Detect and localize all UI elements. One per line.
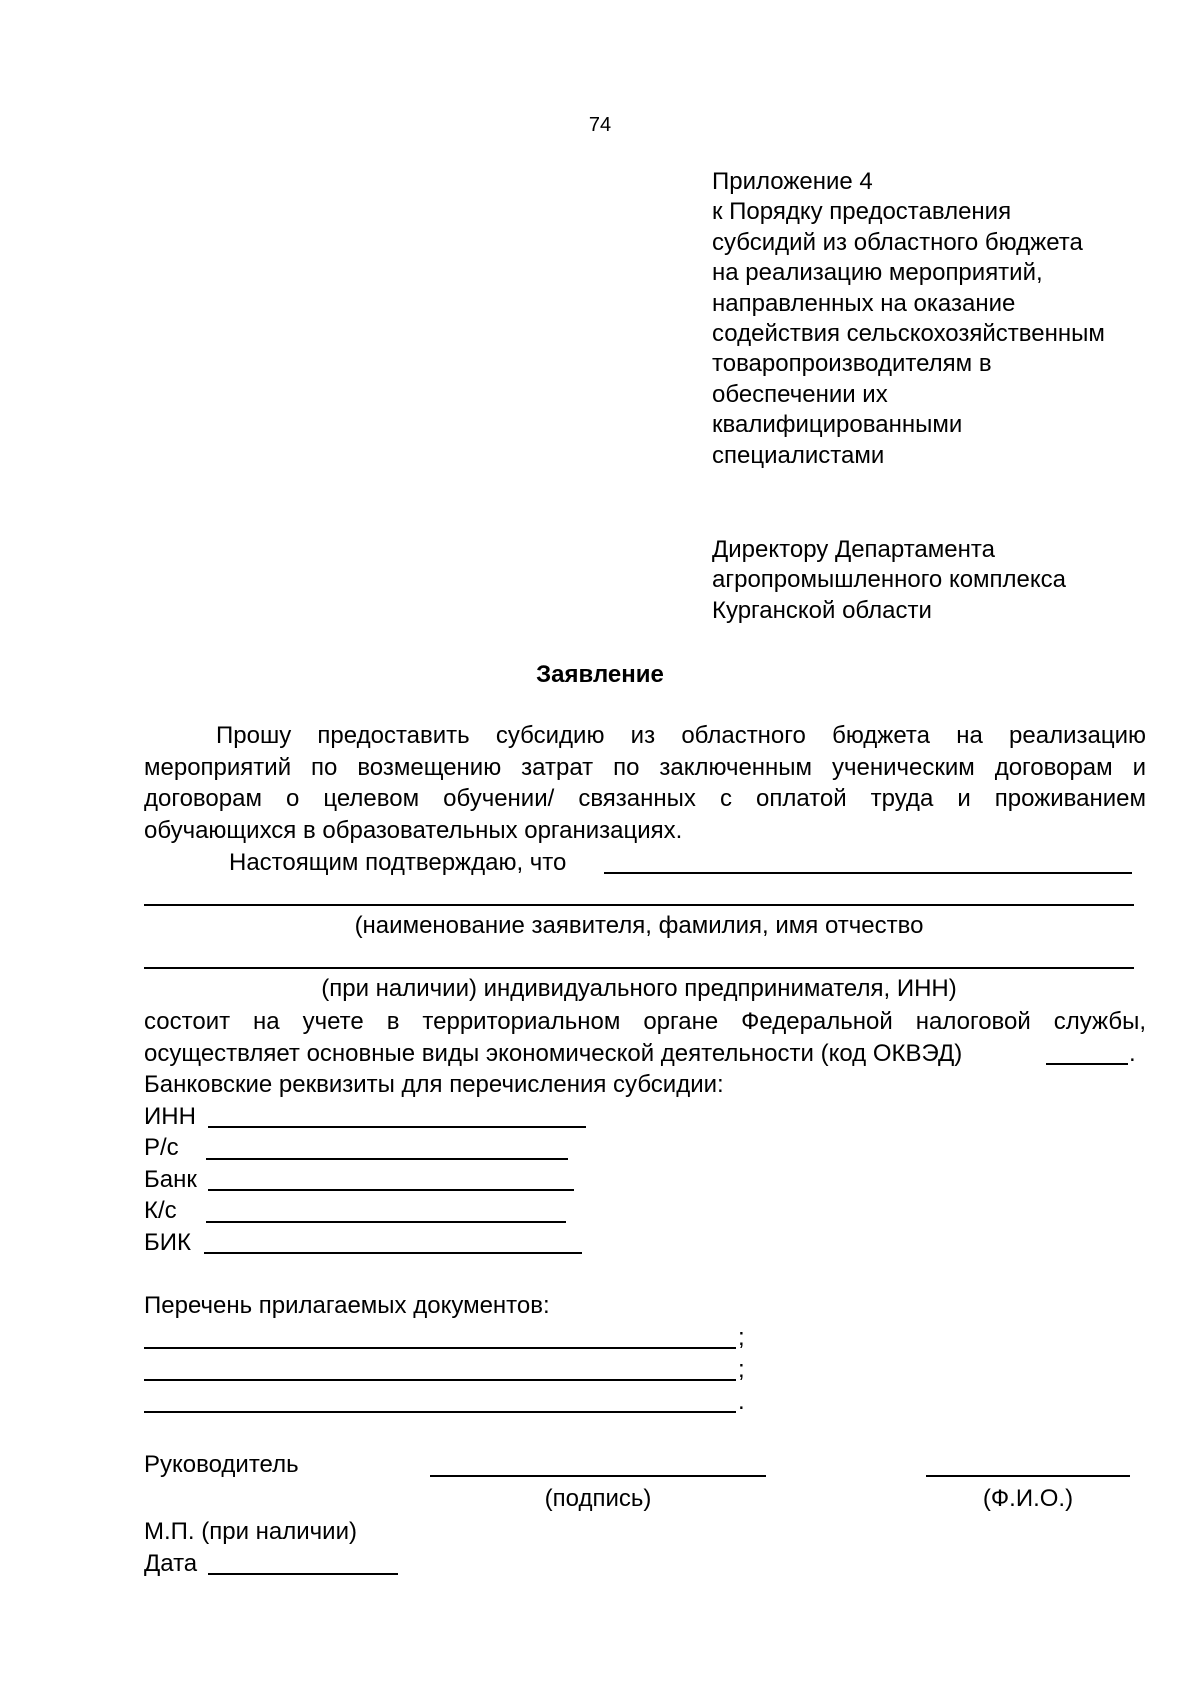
- appendix-line: товаропроизводителям в: [712, 350, 992, 378]
- bank-field[interactable]: [208, 1189, 574, 1191]
- okved-line: осуществляет основные виды экономической деятельности (код ОКВЭД): [144, 1039, 963, 1067]
- date-field[interactable]: [208, 1573, 398, 1575]
- appendix-line: обеспечении их: [712, 380, 888, 408]
- signature-field[interactable]: [430, 1475, 766, 1477]
- request-paragraph-line: Прошу предоставить субсидию из областного бюджета на реализацию: [216, 722, 1146, 749]
- addressee-line: Курганской области: [712, 596, 932, 624]
- appendix-line: направленных на оказание: [712, 289, 1016, 317]
- request-paragraph-line: договорам о целевом обучении/ связанных с оплатой труда и проживанием: [144, 785, 1146, 812]
- signatory-role: Руководитель: [144, 1451, 299, 1478]
- addressee-line: Директору Департамента: [712, 536, 995, 563]
- applicant-name-field-2[interactable]: [144, 904, 1134, 906]
- tax-registration-line: состоит на учете в территориальном органе Федеральной налоговой службы,: [144, 1008, 1146, 1035]
- bik-field[interactable]: [204, 1252, 582, 1254]
- signature-caption: (подпись): [544, 1485, 652, 1512]
- appendix-line: специалистами: [712, 441, 885, 469]
- inn-field[interactable]: [208, 1126, 586, 1128]
- document-title: Заявление: [536, 661, 664, 688]
- bik-label: БИК: [144, 1228, 191, 1256]
- appendix-line: к Порядку предоставления: [712, 198, 1012, 226]
- confirm-text: Настоящим подтверждаю, что: [229, 849, 567, 876]
- appendix-line: Приложение 4: [712, 168, 873, 195]
- okved-line-end: .: [1129, 1039, 1136, 1067]
- date-label: Дата: [144, 1549, 198, 1577]
- addressee-line: агропромышленного комплекса: [712, 566, 1067, 594]
- document-line-end: ;: [738, 1324, 745, 1351]
- bank-details-heading: Банковские реквизиты для перечисления субсидии:: [144, 1071, 724, 1098]
- full-name-field[interactable]: [926, 1475, 1130, 1477]
- account-label: Р/с: [144, 1134, 179, 1161]
- inn-label: ИНН: [144, 1102, 196, 1130]
- applicant-name-field-3[interactable]: [144, 967, 1134, 969]
- applicant-caption-1: (наименование заявителя, фамилия, имя отчество: [354, 912, 924, 939]
- okved-field[interactable]: [1046, 1063, 1128, 1065]
- corr-account-label: К/с: [144, 1197, 177, 1224]
- appendix-header: [712, 167, 1182, 471]
- document-field-3[interactable]: [144, 1411, 736, 1413]
- request-paragraph-line: мероприятий по возмещению затрат по заключенным ученическим договорам и: [144, 753, 1146, 781]
- document-field-2[interactable]: [144, 1379, 736, 1381]
- applicant-caption-2: (при наличии) индивидуального предпринимателя, ИНН): [321, 975, 957, 1002]
- documents-heading: Перечень прилагаемых документов:: [144, 1292, 550, 1319]
- stamp-place: М.П. (при наличии): [144, 1518, 357, 1545]
- appendix-line: на реализацию мероприятий,: [712, 259, 1043, 287]
- bank-label: Банк: [144, 1165, 197, 1193]
- full-name-caption: (Ф.И.О.): [982, 1485, 1074, 1512]
- corr-account-field[interactable]: [206, 1221, 566, 1223]
- appendix-line: субсидий из областного бюджета: [712, 228, 1083, 256]
- addressee-block: [712, 535, 1182, 626]
- applicant-name-field[interactable]: [604, 872, 1132, 874]
- page-number: 74: [588, 114, 612, 136]
- document-line-end: .: [738, 1388, 745, 1415]
- document-field-1[interactable]: [144, 1347, 736, 1349]
- account-field[interactable]: [206, 1158, 568, 1160]
- request-paragraph-line: обучающихся в образовательных организациях.: [144, 816, 683, 844]
- appendix-line: содействия сельскохозяйственным: [712, 319, 1105, 347]
- document-line-end: ;: [738, 1356, 745, 1383]
- appendix-line: квалифицированными: [712, 411, 963, 439]
